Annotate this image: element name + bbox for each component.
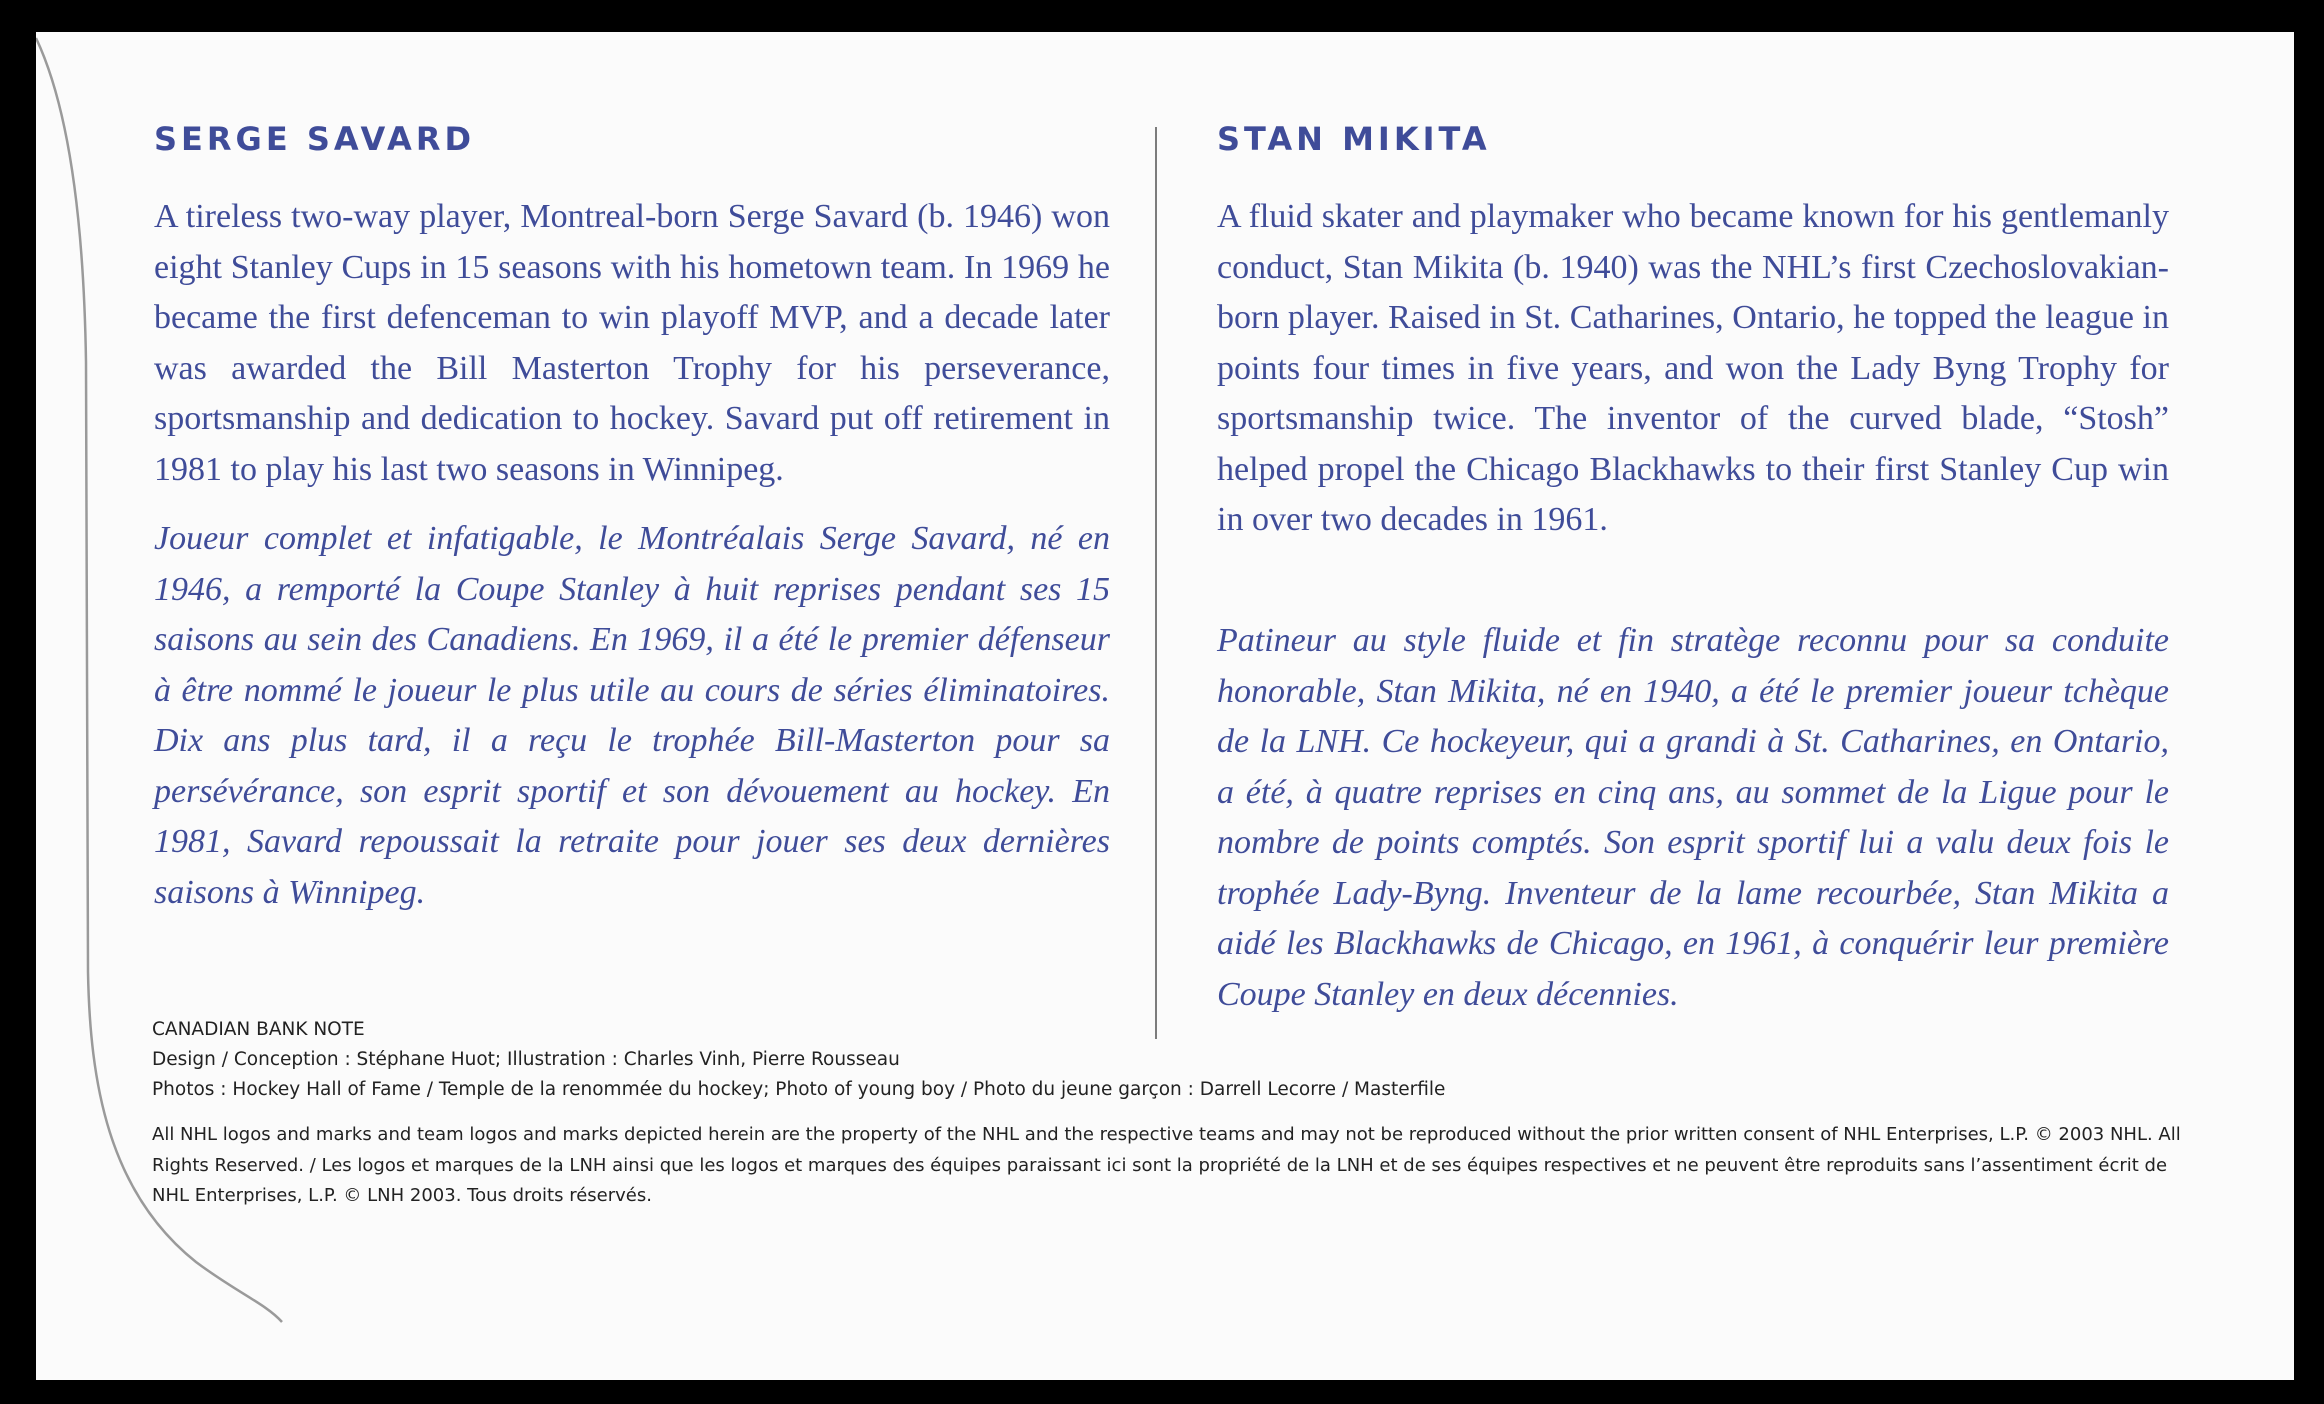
column-divider [1155, 127, 1157, 1039]
serge-savard-bio-french: Joueur complet et infatigable, le Montréalais Serge Savard, né en 1946, a remporté la Coupe Stanley à huit reprises pendant ses 15 saisons au sein des Canadiens. En 1969, il a été le premier défenseur à être nommé le joueur le plus utile au cours de séries éliminatoires. Dix ans plus tard, il a reçu le trophée Bill-Masterton pour sa persévérance, son esprit sportif et son dévouement au hockey. En 1981, Savard repoussait la retraite pour jouer ses deux dernières saisons à Winnipeg. [154, 520, 1110, 911]
legal-notice: All NHL logos and marks and team logos and marks depicted herein are the property of the NHL and the respective teams and may not be reproduced without the prior written consent of NHL Enterprises, L.P. © 2003 NHL. All Rights Reserved. / Les logos et marques de la LNH ainsi que les logos et marques des équipes paraissant ici sont la propriété de la LNH et de ses équipes respectives et ne peuvent être reproduits sans l’assentiment écrit de NHL Enterprises, L.P. © LNH 2003. Tous droits réservés. [152, 1124, 2181, 1206]
design-credit: Design / Conception : Stéphane Huot; Illustration : Charles Vinh, Pierre Rousseau [152, 1049, 900, 1070]
stan-mikita-bio-english: A fluid skater and playmaker who became known for his gentlemanly conduct, Stan Mikita (b. 1940) was the NHL’s first Czechoslovakian-born player. Raised in St. Catharines, Ontario, he topped the league in points four times in five years, and won the Lady Byng Trophy for sportsmanship twice. The inventor of the curved blade, “Stosh” helped propel the Chicago Blackhawks to their first Stanley Cup win in over two decades in 1961. [1217, 198, 2169, 538]
photo-credit: Photos : Hockey Hall of Fame / Temple de la renommée du hockey; Photo of young boy / Photo du jeune garçon : Darrell Lecorre / Masterfile [152, 1079, 1446, 1100]
serge-savard-bio-english: A tireless two-way player, Montreal-born Serge Savard (b. 1946) won eight Stanley Cups in 15 seasons with his hometown team. In 1969 he became the first defenceman to win playoff MVP, and a decade later was awarded the Bill Masterton Trophy for his perseverance, sportsmanship and dedication to hockey. Savard put off retirement in 1981 to play his last two seasons in Winnipeg. [154, 198, 1110, 488]
envelope-back [36, 32, 2294, 1380]
stan-mikita-heading: STAN MIKITA [1217, 120, 1491, 158]
stan-mikita-bio-french: Patineur au style fluide et fin stratège reconnu pour sa conduite honorable, Stan Mikita, né en 1940, a été le premier joueur tchèque de la LNH. Ce hockeyeur, qui a grandi à St. Catharines, en Ontario, a été, à quatre reprises en cinq ans, au sommet de la Ligue pour le nombre de points comptés. Son esprit sportif lui a valu deux fois le trophée Lady-Byng. Inventeur de la lame recourbée, Stan Mikita a aidé les Blackhawks de Chicago, en 1961, à conquérir leur première Coupe Stanley en deux décennies. [1217, 622, 2169, 1013]
printer-credit: CANADIAN BANK NOTE [152, 1019, 365, 1040]
serge-savard-heading: SERGE SAVARD [154, 120, 476, 158]
